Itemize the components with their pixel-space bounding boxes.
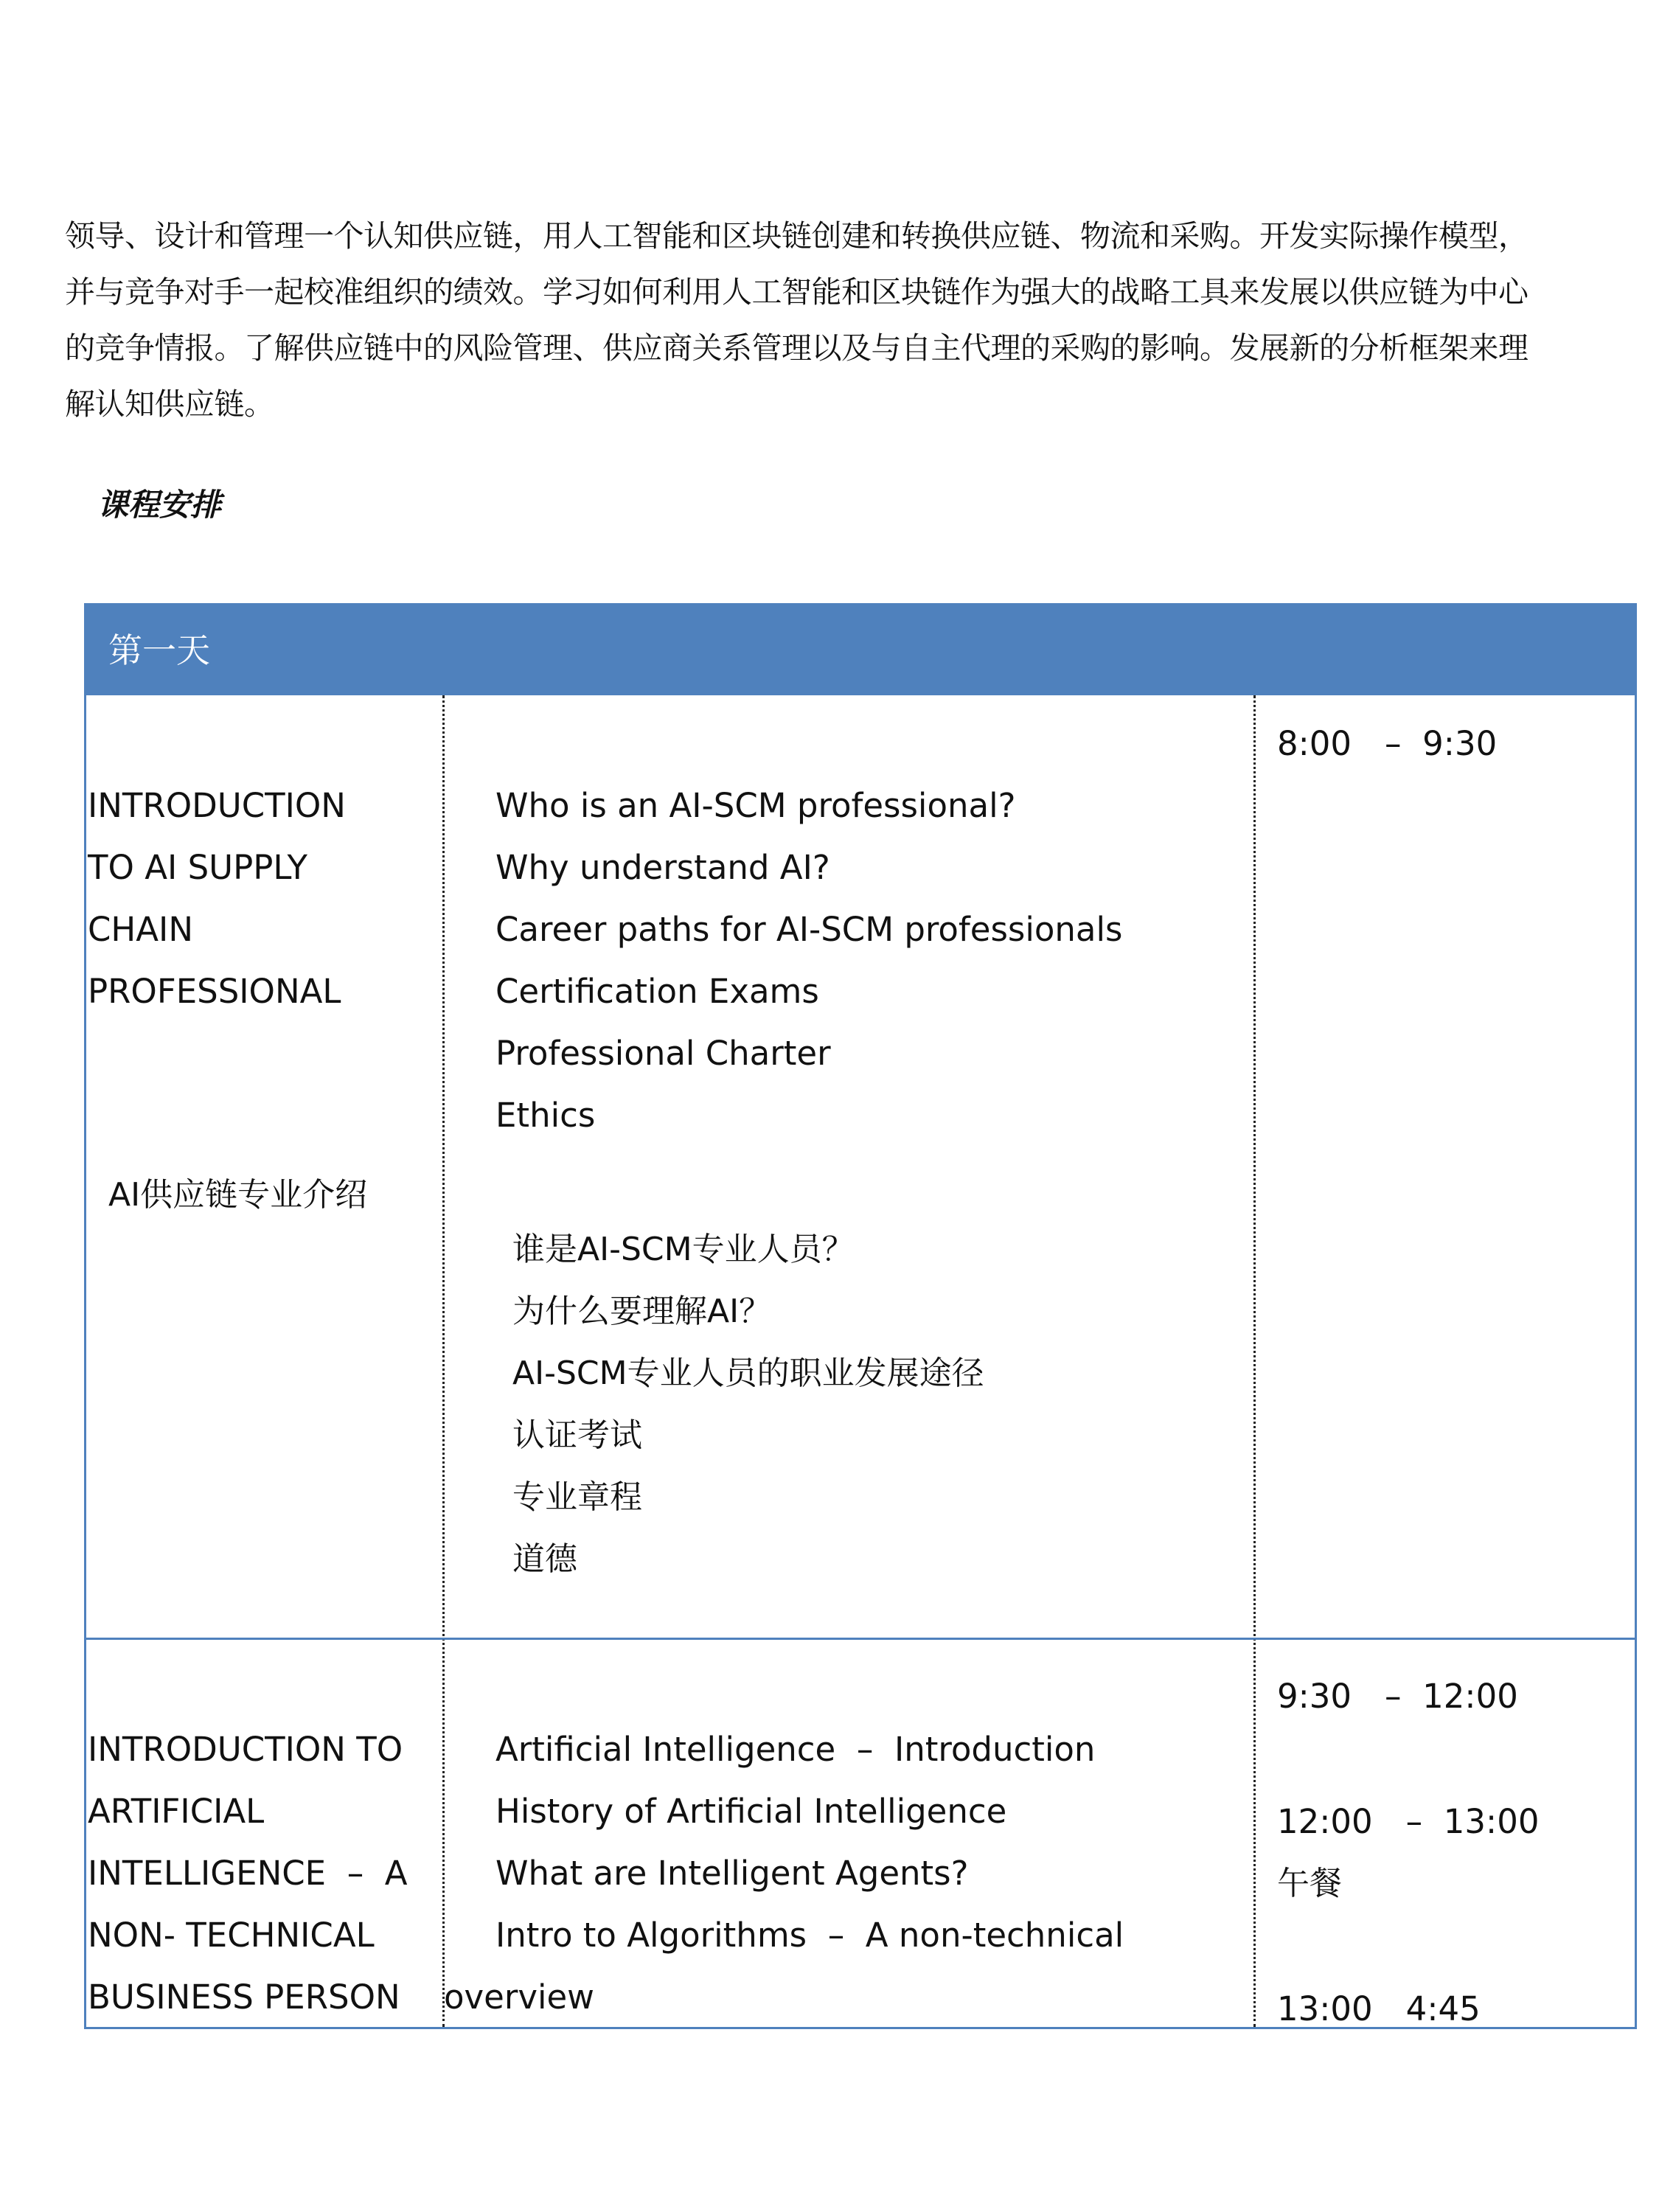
list-item: What are Intelligent Agents? xyxy=(495,1854,969,1893)
topic-line: CHAIN xyxy=(88,910,193,949)
list-item: Who is an AI-SCM professional? xyxy=(495,786,1016,825)
intro-line: 领导、设计和管理一个认知供应链，用人工智能和区块链创建和转换供应链、物流和采购。开发实际操作模型， xyxy=(65,218,1528,254)
row2-time-1: 9:30 – 12:00 xyxy=(1277,1677,1518,1716)
intro-paragraph xyxy=(65,208,1650,432)
list-item: 谁是AI-SCM专业人员？ xyxy=(512,1231,855,1268)
list-item: AI-SCM专业人员的职业发展途径 xyxy=(512,1354,984,1392)
list-item: Career paths for AI-SCM professionals xyxy=(495,910,1123,949)
row1-topic xyxy=(88,775,346,1023)
schedule-heading: 课程安排 xyxy=(97,487,222,523)
topic-line: BUSINESS PERSON xyxy=(88,1978,400,2017)
row2-topic xyxy=(88,1719,408,2028)
row1-items-en xyxy=(495,775,1122,1147)
list-item: 认证考试 xyxy=(512,1416,642,1454)
row1-topic-cn: AI供应链专业介绍 xyxy=(108,1176,368,1214)
row2-item-wrap: overview xyxy=(444,1978,594,2017)
list-item: Intro to Algorithms – A non-technical xyxy=(495,1916,1124,1955)
topic-line: PROFESSIONAL xyxy=(88,972,341,1011)
row-divider xyxy=(86,1638,1635,1640)
row2-time-3: 13:00 4:45 xyxy=(1277,1989,1481,2028)
day-header: 第一天 xyxy=(86,605,1635,695)
row1-time: 8:00 – 9:30 xyxy=(1277,724,1498,763)
row2-items-en xyxy=(495,1719,1124,1966)
intro-line: 解认知供应链。 xyxy=(65,386,274,422)
list-item: Certification Exams xyxy=(495,972,819,1011)
list-item: Ethics xyxy=(495,1096,596,1135)
row1-items-cn xyxy=(512,1219,984,1590)
schedule-table xyxy=(84,603,1637,2029)
list-item: Professional Charter xyxy=(495,1034,831,1073)
list-item: History of Artificial Intelligence xyxy=(495,1792,1007,1831)
topic-line: INTRODUCTION xyxy=(88,786,346,825)
column-divider xyxy=(442,695,445,2027)
topic-line: INTELLIGENCE – A xyxy=(88,1854,408,1893)
list-item: 为什么要理解AI？ xyxy=(512,1293,772,1330)
topic-line: ARTIFICIAL xyxy=(88,1792,265,1831)
list-item: Artificial Intelligence – Introduction xyxy=(495,1730,1096,1769)
topic-line: TO AI SUPPLY xyxy=(88,848,307,887)
row2-lunch: 午餐 xyxy=(1277,1865,1342,1902)
column-divider xyxy=(1253,695,1256,2027)
list-item: Why understand AI? xyxy=(495,848,830,887)
intro-line: 的竞争情报。了解供应链中的风险管理、供应商关系管理以及与自主代理的采购的影响。发展新的分析框架来理 xyxy=(65,330,1528,366)
topic-line: NON- TECHNICAL xyxy=(88,1916,375,1955)
list-item: 道德 xyxy=(512,1540,577,1578)
intro-line: 并与竞争对手一起校准组织的绩效。学习如何利用人工智能和区块链作为强大的战略工具来发展以供应链为中心 xyxy=(65,274,1528,310)
topic-line: INTRODUCTION TO xyxy=(88,1730,403,1769)
row2-time-2: 12:00 – 13:00 xyxy=(1277,1802,1540,1841)
list-item: 专业章程 xyxy=(512,1478,642,1516)
